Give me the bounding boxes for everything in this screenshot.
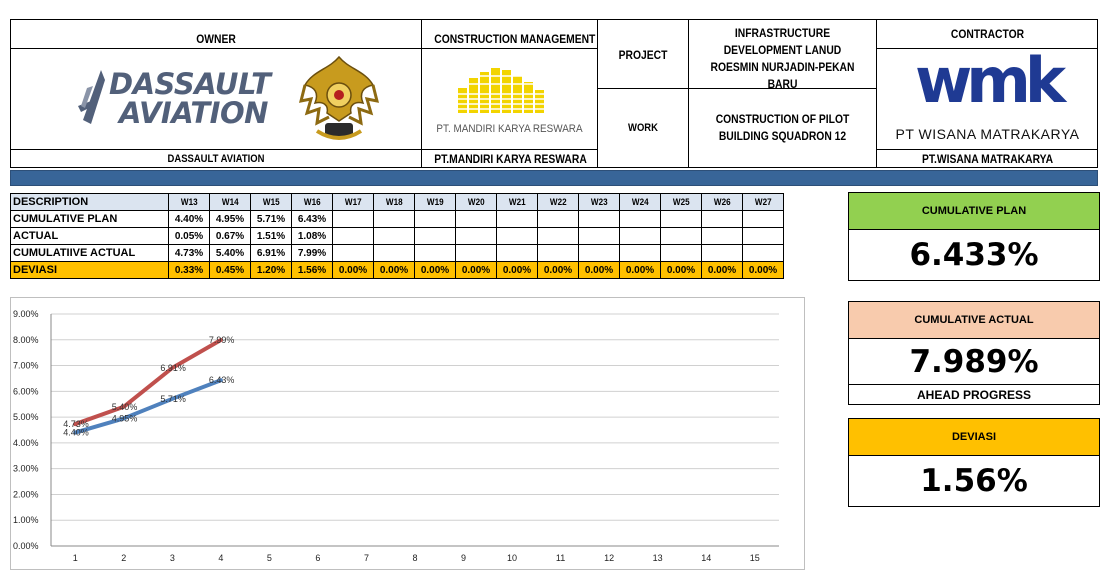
y-tick-label: 4.00% (13, 437, 39, 448)
contractor-column (877, 20, 1098, 167)
table-cell: 6.91% (251, 245, 292, 262)
table-row-label: CUMULATIVE PLAN (11, 211, 169, 228)
table-header-week: W22 (538, 194, 579, 211)
table-cell (456, 211, 497, 228)
x-tick-label: 12 (604, 553, 615, 563)
table-cell (661, 211, 702, 228)
table-cell (333, 211, 374, 228)
y-tick-label: 8.00% (13, 334, 39, 345)
data-label: 4.73% (63, 419, 89, 430)
progress-table (10, 193, 784, 279)
cm-name: PT.MANDIRI KARYA RESWARA (434, 152, 587, 166)
data-label: 5.40% (111, 401, 138, 412)
table-row (11, 245, 784, 262)
table-cell (620, 228, 661, 245)
table-cell: 0.00% (702, 262, 743, 279)
y-tick-label: 0.00% (13, 541, 39, 551)
table-cell: 1.20% (251, 262, 292, 279)
x-tick-label: 6 (315, 553, 321, 563)
work-label: WORK (628, 122, 658, 134)
table-header-week: W24 (620, 194, 661, 211)
table-cell: 0.00% (333, 262, 374, 279)
x-tick-label: 11 (555, 553, 566, 563)
x-tick-label: 7 (363, 553, 369, 563)
project-label: PROJECT (618, 48, 668, 62)
mandiri-logo-text: PT. MANDIRI KARYA RESWARA (436, 123, 583, 135)
table-cell (702, 228, 743, 245)
table-cell: 1.56% (292, 262, 333, 279)
table-row (11, 228, 784, 245)
table-cell (497, 211, 538, 228)
dassault-logo-line1: DASSAULT (109, 67, 271, 101)
table-cell: 0.00% (374, 262, 415, 279)
section-divider-bar (10, 170, 1098, 186)
table-cell (743, 211, 784, 228)
x-tick-label: 8 (412, 553, 418, 563)
table-cell: 4.40% (169, 211, 210, 228)
owner-column (11, 20, 421, 167)
construction-management-column (422, 20, 597, 167)
table-cell: 6.43% (292, 211, 333, 228)
data-label: 7.99% (208, 335, 235, 346)
table-cell: 0.00% (456, 262, 497, 279)
table-cell (702, 211, 743, 228)
table-cell (743, 228, 784, 245)
table-row-label: ACTUAL (11, 228, 169, 245)
table-cell (620, 245, 661, 262)
mandiri-logo-icon (458, 68, 548, 113)
table-cell (538, 245, 579, 262)
kpi-dev-label: DEVIASI (848, 418, 1100, 456)
table-cell (374, 228, 415, 245)
y-tick-label: 5.00% (13, 412, 39, 423)
table-cell: 0.00% (415, 262, 456, 279)
progress-chart-svg (11, 298, 806, 571)
series-line-1 (75, 340, 221, 424)
kpi-dev-value: 1.56% (848, 456, 1100, 507)
table-cell (620, 211, 661, 228)
table-header-week: W25 (661, 194, 702, 211)
data-label: 6.91% (160, 362, 186, 373)
project-work-values (689, 20, 876, 167)
x-tick-label: 4 (218, 553, 224, 563)
table-cell: 0.00% (579, 262, 620, 279)
kpi-actual-value: 7.989% (848, 339, 1100, 385)
table-cell (538, 228, 579, 245)
kpi-plan-value: 6.433% (848, 230, 1100, 281)
x-tick-label: 2 (121, 553, 127, 563)
table-header-week: W21 (497, 194, 538, 211)
y-tick-label: 9.00% (13, 309, 39, 319)
table-header-week: W16 (292, 194, 333, 211)
table-cell: 0.00% (620, 262, 661, 279)
wmk-logo-sub: PT WISANA MATRAKARYA (895, 126, 1080, 142)
work-value: CONSTRUCTION OF PILOT BUILDING SQUADRON 12 (715, 112, 850, 143)
contractor-name: PT.WISANA MATRAKARYA (921, 152, 1054, 166)
table-header-row (11, 194, 784, 211)
table-cell (579, 245, 620, 262)
dassault-logo-line2: AVIATION (119, 96, 268, 130)
y-tick-label: 7.00% (13, 360, 39, 371)
x-tick-label: 5 (266, 553, 272, 563)
y-tick-label: 2.00% (13, 489, 39, 500)
table-cell (456, 228, 497, 245)
table-cell: 7.99% (292, 245, 333, 262)
table-cell: 0.00% (661, 262, 702, 279)
dassault-emblem-icon (75, 68, 109, 128)
kpi-actual-label: CUMULATIVE ACTUAL (848, 301, 1100, 339)
x-tick-label: 14 (701, 553, 712, 563)
table-row-label: CUMULATIIVE ACTUAL (11, 245, 169, 262)
table-header-week: W18 (374, 194, 415, 211)
table-cell (497, 245, 538, 262)
project-work-labels (598, 20, 688, 167)
table-cell (415, 228, 456, 245)
table-cell: 4.73% (169, 245, 210, 262)
data-label: 6.43% (208, 375, 235, 386)
table-cell: 0.00% (538, 262, 579, 279)
table-cell (415, 211, 456, 228)
project-header (10, 19, 1098, 168)
table-cell (333, 245, 374, 262)
table-header-week: W26 (702, 194, 743, 211)
kpi-actual-note: AHEAD PROGRESS (848, 385, 1100, 405)
table-cell: 0.00% (497, 262, 538, 279)
table-cell: 4.95% (210, 211, 251, 228)
cm-label: CONSTRUCTION MANAGEMENT (434, 32, 596, 46)
data-label: 5.71% (160, 393, 186, 404)
kpi-deviasi (848, 418, 1100, 507)
table-cell: 5.71% (251, 211, 292, 228)
owner-name: DASSAULT AVIATION (167, 153, 265, 165)
data-label: 4.40% (63, 427, 89, 438)
table-cell: 0.67% (210, 228, 251, 245)
table-header-week: W15 (251, 194, 292, 211)
data-label: 4.95% (111, 413, 138, 424)
x-tick-label: 13 (652, 553, 663, 563)
table-cell: 0.05% (169, 228, 210, 245)
table-cell: 1.51% (251, 228, 292, 245)
table-header-week: W17 (333, 194, 374, 211)
table-cell (497, 228, 538, 245)
table-row (11, 262, 784, 279)
table-cell (743, 245, 784, 262)
table-cell (333, 228, 374, 245)
table-cell (579, 228, 620, 245)
table-cell (661, 228, 702, 245)
table-header-week: W20 (456, 194, 497, 211)
table-header-description: DESCRIPTION (11, 194, 169, 211)
table-cell (415, 245, 456, 262)
table-cell (702, 245, 743, 262)
table-cell (456, 245, 497, 262)
x-tick-label: 15 (749, 553, 760, 563)
table-cell (538, 211, 579, 228)
contractor-label: CONTRACTOR (950, 27, 1025, 41)
table-cell: 0.45% (210, 262, 251, 279)
table-cell (374, 245, 415, 262)
kpi-plan-label: CUMULATIVE PLAN (848, 192, 1100, 230)
kpi-cumulative-actual (848, 301, 1100, 405)
table-cell: 0.00% (743, 262, 784, 279)
table-row (11, 211, 784, 228)
wmk-logo: wmk (914, 44, 1061, 117)
x-tick-label: 10 (507, 553, 518, 563)
dassault-logo (75, 68, 275, 132)
progress-chart (10, 297, 805, 570)
project-value: INFRASTRUCTURE DEVELOPMENT LANUD ROESMIN NURJADIN-PEKAN BARU (710, 26, 855, 91)
x-tick-label: 1 (72, 553, 78, 563)
table-cell: 1.08% (292, 228, 333, 245)
table-cell: 0.33% (169, 262, 210, 279)
kpi-cumulative-plan (848, 192, 1100, 281)
table-cell (374, 211, 415, 228)
table-header-week: W13 (169, 194, 210, 211)
x-tick-label: 9 (461, 553, 467, 563)
air-force-emblem-icon (299, 51, 379, 147)
y-tick-label: 1.00% (13, 515, 39, 526)
table-row-label: DEVIASI (11, 262, 169, 279)
table-header-week: W14 (210, 194, 251, 211)
owner-label: OWNER (196, 32, 236, 46)
y-tick-label: 6.00% (13, 386, 39, 397)
table-cell: 5.40% (210, 245, 251, 262)
y-tick-label: 3.00% (13, 463, 39, 474)
x-tick-label: 3 (169, 553, 175, 563)
table-cell (661, 245, 702, 262)
table-header-week: W23 (579, 194, 620, 211)
table-header-week: W27 (743, 194, 784, 211)
table-cell (579, 211, 620, 228)
table-header-week: W19 (415, 194, 456, 211)
